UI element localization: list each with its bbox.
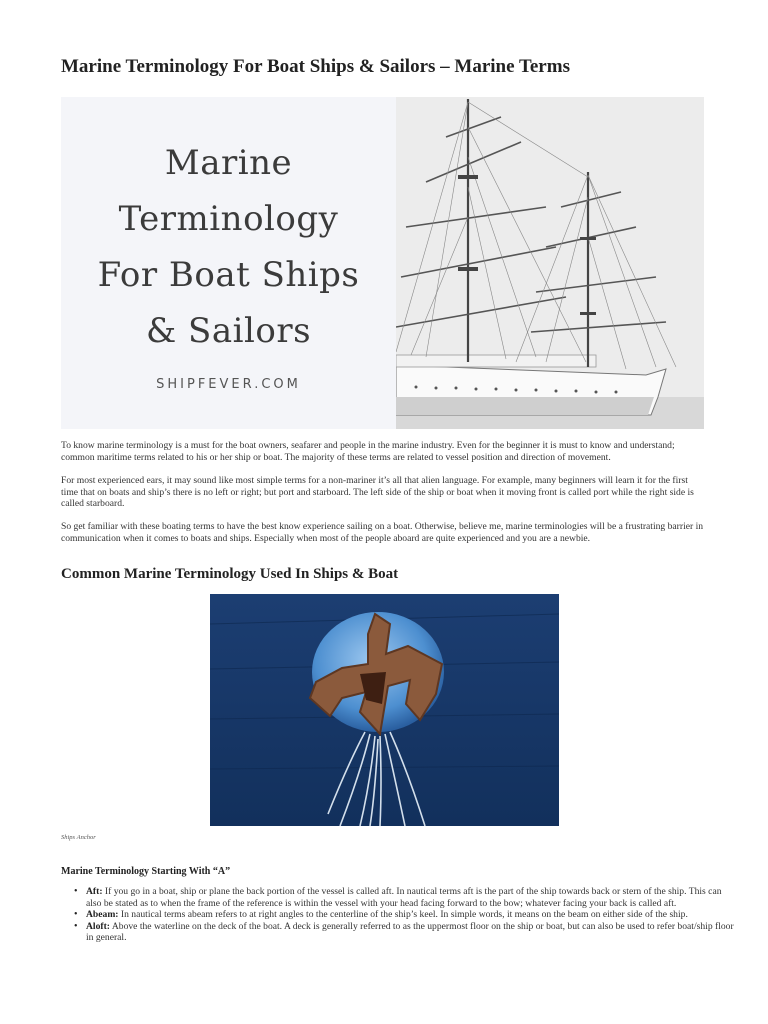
section-heading: Common Marine Terminology Used In Ships & Boat	[61, 566, 399, 582]
image-caption: Ships Anchor	[61, 834, 96, 841]
hero-text-panel	[61, 97, 396, 429]
list-item	[86, 921, 736, 944]
intro-paragraph-3: So get familiar with these boating terms to have the best know experience sailing on a boat. Otherwise, believe me, marine terminologies will be a frustrating barrier in communication when it comes to boats and ships. Especially when most of the people aboard are quite experienced and you are a newbie.	[61, 521, 704, 544]
intro-paragraph-1: To know marine terminology is a must for the boat owners, seafarer and people in the marine industry. Even for the beginner it is must to know and understand; common maritime terms related to his or her ship or boat. The majority of these terms are related to vessel position and direction of movement.	[61, 440, 675, 463]
hero-line-2: Terminology	[118, 198, 339, 239]
hero-image	[61, 97, 704, 429]
term-name: Abeam:	[86, 909, 119, 920]
term-name: Aloft:	[86, 920, 110, 932]
article-title: Marine Terminology For Boat Ships & Sailors – Marine Terms	[61, 56, 570, 77]
term-name: Aft:	[86, 886, 103, 897]
anchor-illustration	[210, 594, 559, 826]
term-definition: In nautical terms abeam refers to at right angles to the centerline of the ship’s keel. In simple words, it means on the beam on either side of the ship.	[118, 909, 688, 920]
term-definition: If you go in a boat, ship or plane the back portion of the vessel is called aft. In nautical terms aft is the part of the ship towards back or stern of the ship. This can also be stated as to when the frame of the reference is within the vessel with your head facing forward to the bow; whatever facing your back is called aft.	[86, 886, 722, 909]
hero-line-1: Marine	[164, 142, 293, 183]
hero-site-name: SHIPFEVER.COM	[156, 376, 301, 392]
term-definition: Above the waterline on the deck of the boat. A deck is generally referred to as the uppermost floor on the ship or boat, but can also be used to refer boat/ship floor in general.	[86, 920, 734, 943]
list-item	[86, 886, 736, 909]
hero-line-4: & Sailors	[145, 310, 312, 351]
tall-ship-illustration	[396, 97, 704, 429]
list-item	[86, 909, 736, 921]
ship-anchor-photo	[210, 594, 559, 826]
intro-paragraph-2: For most experienced ears, it may sound like most simple terms for a non-mariner it’s all that alien language. For example, many beginners will learn it for the first time that on boats and ship’s there is no left or right; but port and starboard. The left side of the ship or boat when it moving front is called port while the right side is called starboard.	[61, 475, 694, 509]
terms-subheading: Marine Terminology Starting With “A”	[61, 866, 231, 877]
hero-line-3: For Boat Ships	[97, 254, 360, 295]
tall-ship-photo	[396, 97, 704, 429]
terms-list	[61, 886, 736, 944]
